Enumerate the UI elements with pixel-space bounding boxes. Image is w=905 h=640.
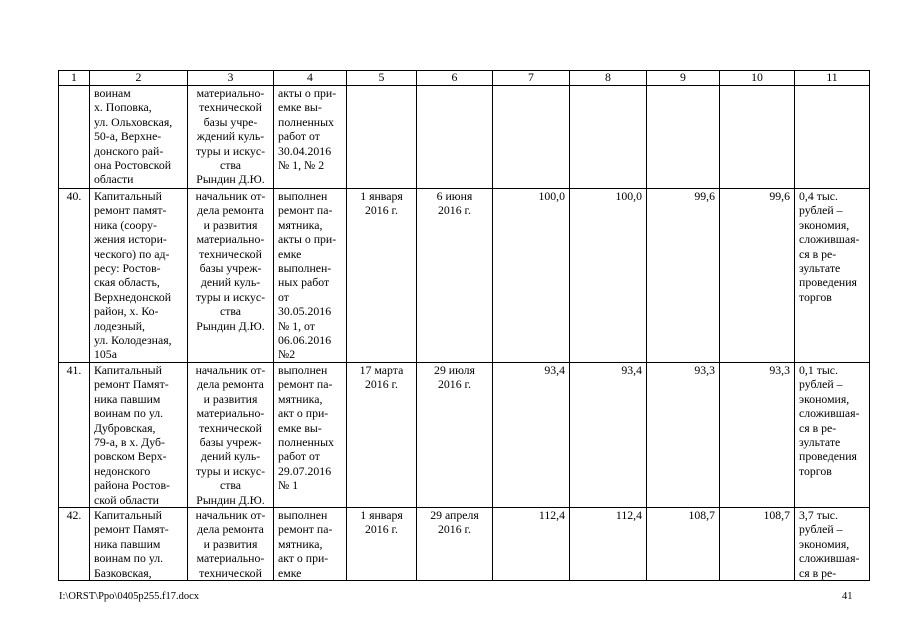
column-number: 4 (274, 71, 347, 86)
result-line: мятника, (278, 217, 323, 232)
object-name-line: ул. Ольховская, (94, 114, 173, 129)
object-name-line: лодезный, (94, 318, 145, 333)
item-number-cell: 41. (59, 363, 90, 508)
object-name-line: ресу: Ростов- (94, 261, 161, 276)
value-col8-cell: 112,4 (570, 508, 647, 581)
object-name-line: Верхнедонской (94, 289, 172, 304)
column-number: 7 (493, 71, 570, 86)
responsible-line: базы учреж- (199, 435, 262, 450)
note-line: 0,1 тыс. (799, 363, 838, 377)
end-date-line: 2016 г. (438, 203, 471, 218)
start-date-line: 2016 г. (365, 522, 398, 537)
document-table (58, 70, 870, 581)
responsible-line: Рындин Д.Ю. (196, 318, 265, 333)
note-line: проведения (799, 449, 857, 464)
note-line: 3,7 тыс. (799, 508, 838, 523)
result-line: №2 (278, 347, 296, 362)
object-name-line: Капитальный (94, 508, 162, 523)
start-date-line: 1 января (360, 189, 403, 203)
start-date-cell (347, 363, 417, 508)
result-line: емке (278, 246, 302, 261)
object-name-line: воинам по ул. (94, 551, 164, 566)
result-line: ных работ (278, 275, 330, 290)
object-name-line: донского рай- (94, 143, 164, 158)
result-line: емке (278, 565, 302, 580)
responsible-line: ства (219, 158, 242, 173)
result-cell (274, 363, 347, 508)
table-row (59, 363, 870, 508)
object-name-line: воинам (94, 86, 131, 100)
header-row (59, 71, 870, 86)
column-number: 2 (90, 71, 188, 86)
column-number: 6 (417, 71, 493, 86)
result-line: № 1, № 2 (278, 158, 325, 173)
responsible-line: технической (199, 100, 262, 115)
end-date-line: 29 июля (434, 363, 475, 377)
end-date-cell (417, 189, 493, 363)
start-date-line: 2016 г. (365, 377, 398, 392)
value-col10-cell: 93,3 (720, 363, 795, 508)
item-number-cell (59, 86, 90, 189)
responsible-line: ждений куль- (196, 129, 265, 144)
object-name-line: 50-а, Верхне- (94, 129, 162, 144)
note-line: торгов (799, 289, 832, 304)
object-name-line: ской области (94, 492, 159, 507)
responsible-line: начальник от- (195, 189, 266, 203)
result-line: 29.07.2016 (278, 463, 332, 478)
responsible-line: начальник от- (195, 508, 266, 523)
responsible-line: дела ремонта (197, 522, 264, 537)
note-line: рублей – (799, 377, 843, 392)
value-col8-cell: 93,4 (570, 363, 647, 508)
result-line: выполнен (278, 363, 328, 377)
start-date-line: 1 января (360, 508, 403, 523)
object-name-line: ровском Верх- (94, 449, 167, 464)
value-col9-cell (647, 86, 720, 189)
object-name-line: ул. Колодезная, (94, 333, 172, 348)
object-name-line: Базковская, (94, 565, 152, 580)
note-line: рублей – (799, 522, 843, 537)
responsible-line: материально- (196, 232, 265, 247)
note-line: зультате (799, 261, 841, 276)
responsible-line: дений куль- (200, 275, 261, 290)
responsible-cell (188, 86, 274, 189)
object-name-line: район, х. Ко- (94, 304, 159, 319)
result-line: 30.05.2016 (278, 304, 332, 319)
result-line: выполнен (278, 508, 328, 523)
object-name-line: ческого) по ад- (94, 246, 170, 261)
item-number-cell: 42. (59, 508, 90, 581)
responsible-line: Рындин Д.Ю. (196, 172, 265, 187)
start-date-cell (347, 189, 417, 363)
value-col9-cell: 93,3 (647, 363, 720, 508)
note-line: сложившая- (799, 406, 860, 421)
table-row (59, 189, 870, 363)
responsible-line: материально- (196, 86, 265, 100)
result-line: выполнен (278, 189, 328, 203)
result-line: работ от (278, 129, 320, 144)
object-name-cell (90, 86, 188, 189)
result-line: работ от (278, 449, 320, 464)
value-col10-cell (720, 86, 795, 189)
result-line: акт о при- (278, 406, 329, 421)
note-line: ся в ре- (799, 246, 837, 261)
object-name-line: ника павшим (94, 391, 161, 406)
note-line: ся в ре- (799, 565, 837, 580)
column-number: 1 (59, 71, 90, 86)
result-line: акты о при- (278, 86, 337, 100)
responsible-line: материально- (196, 406, 265, 421)
responsible-cell (188, 189, 274, 363)
column-number: 11 (795, 71, 870, 86)
value-col9-cell: 108,7 (647, 508, 720, 581)
end-date-line: 29 апреля (430, 508, 479, 523)
value-col10-cell: 99,6 (720, 189, 795, 363)
note-cell (795, 86, 870, 189)
table-row (59, 508, 870, 581)
object-name-line: она Ростовской (94, 158, 172, 173)
start-date-line: 17 марта (359, 363, 404, 377)
result-line: ремонт па- (278, 203, 333, 218)
column-number: 9 (647, 71, 720, 86)
object-name-cell (90, 363, 188, 508)
start-date-cell (347, 508, 417, 581)
end-date-cell (417, 363, 493, 508)
responsible-line: начальник от- (195, 363, 266, 377)
object-name-line: ремонт Памят- (94, 522, 169, 537)
table-row (59, 86, 870, 189)
responsible-line: технической (199, 246, 262, 261)
result-line: от (278, 289, 289, 304)
responsible-line: материально- (196, 551, 265, 566)
responsible-line: дела ремонта (197, 203, 264, 218)
value-col8-cell: 100,0 (570, 189, 647, 363)
note-line: сложившая- (799, 232, 860, 247)
result-line: емке вы- (278, 420, 322, 435)
result-line: полненных (278, 435, 334, 450)
value-col10-cell: 108,7 (720, 508, 795, 581)
object-name-line: Капитальный (94, 363, 162, 377)
result-line: ремонт па- (278, 377, 333, 392)
note-line: экономия, (799, 391, 850, 406)
note-line: проведения (799, 275, 857, 290)
result-line: мятника, (278, 536, 323, 551)
object-name-line: области (94, 172, 134, 187)
value-col7-cell (493, 86, 570, 189)
object-name-line: ская область, (94, 275, 160, 290)
responsible-line: туры и искус- (195, 463, 266, 478)
result-cell (274, 508, 347, 581)
responsible-line: ства (219, 478, 242, 493)
result-line: мятника, (278, 391, 323, 406)
result-line: полненных (278, 114, 334, 129)
object-name-line: х. Поповка, (94, 100, 152, 115)
result-line: емке вы- (278, 100, 322, 115)
note-line: зультате (799, 435, 841, 450)
note-line: экономия, (799, 536, 850, 551)
responsible-line: туры и искус- (195, 143, 266, 158)
responsible-cell (188, 363, 274, 508)
result-line: акт о при- (278, 551, 329, 566)
responsible-line: дела ремонта (197, 377, 264, 392)
note-line: ся в ре- (799, 420, 837, 435)
object-name-line: 79-а, в х. Дуб- (94, 435, 165, 450)
end-date-line: 6 июня (436, 189, 473, 203)
result-line: № 1 (278, 478, 299, 493)
value-col9-cell: 99,6 (647, 189, 720, 363)
end-date-cell (417, 508, 493, 581)
result-line: 06.06.2016 (278, 333, 332, 348)
responsible-line: технической (199, 565, 262, 580)
responsible-line: Рындин Д.Ю. (196, 492, 265, 507)
object-name-line: ника (соору- (94, 217, 157, 232)
start-date-line: 2016 г. (365, 203, 398, 218)
responsible-line: и развития (203, 536, 258, 551)
responsible-line: туры и искус- (195, 289, 266, 304)
end-date-line: 2016 г. (438, 522, 471, 537)
note-cell (795, 508, 870, 581)
object-name-line: ремонт Памят- (94, 377, 169, 392)
result-cell (274, 86, 347, 189)
note-line: рублей – (799, 203, 843, 218)
page-number: 41 (842, 591, 853, 602)
note-line: торгов (799, 463, 832, 478)
value-col7-cell: 112,4 (493, 508, 570, 581)
column-number: 3 (188, 71, 274, 86)
result-line: акты о при- (278, 232, 337, 247)
responsible-line: дений куль- (200, 449, 261, 464)
result-line: ремонт па- (278, 522, 333, 537)
end-date-cell (417, 86, 493, 189)
object-name-line: Дубровская, (94, 420, 156, 435)
responsible-line: технической (199, 420, 262, 435)
start-date-cell (347, 86, 417, 189)
value-col7-cell: 93,4 (493, 363, 570, 508)
responsible-line: и развития (203, 217, 258, 232)
note-line: сложившая- (799, 551, 860, 566)
responsible-line: базы учреж- (199, 261, 262, 276)
object-name-line: воинам по ул. (94, 406, 164, 421)
note-line: 0,4 тыс. (799, 189, 838, 203)
result-line: выполнен- (278, 261, 332, 276)
column-number: 8 (570, 71, 647, 86)
item-number-cell: 40. (59, 189, 90, 363)
responsible-line: и развития (203, 391, 258, 406)
object-name-line: ника павшим (94, 536, 161, 551)
note-line: экономия, (799, 217, 850, 232)
end-date-line: 2016 г. (438, 377, 471, 392)
object-name-cell (90, 508, 188, 581)
responsible-line: ства (219, 304, 242, 319)
note-cell (795, 363, 870, 508)
value-col7-cell: 100,0 (493, 189, 570, 363)
column-number: 10 (720, 71, 795, 86)
column-number: 5 (347, 71, 417, 86)
result-line: № 1, от (278, 318, 315, 333)
object-name-line: недонского (94, 463, 151, 478)
file-path: I:\ORST\Ppo\0405p255.f17.docx (59, 591, 200, 602)
responsible-cell (188, 508, 274, 581)
value-col8-cell (570, 86, 647, 189)
object-name-line: района Ростов- (94, 478, 170, 493)
result-line: 30.04.2016 (278, 143, 332, 158)
object-name-line: 105а (94, 347, 117, 362)
object-name-cell (90, 189, 188, 363)
object-name-line: ремонт памят- (94, 203, 167, 218)
note-cell (795, 189, 870, 363)
responsible-line: базы учре- (203, 114, 258, 129)
object-name-line: жения истори- (94, 232, 167, 247)
result-cell (274, 189, 347, 363)
object-name-line: Капитальный (94, 189, 162, 203)
